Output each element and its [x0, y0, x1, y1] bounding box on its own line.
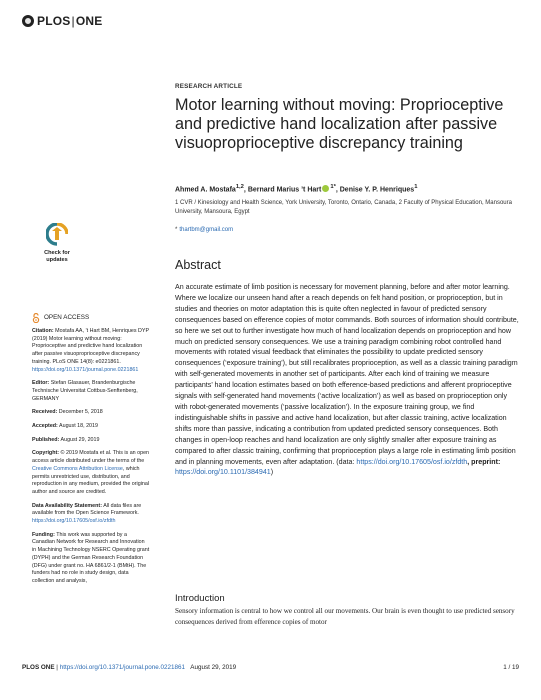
editor: Editor: Stefan Glasauer, Brandenburgische Technische Universitat Cottbus-Senftenberg, GERMANY [32, 380, 138, 402]
abstract-heading: Abstract [175, 258, 221, 272]
author-affil: 1 [414, 184, 418, 190]
published-date: Published: August 29, 2019 [32, 436, 100, 443]
accepted-date: Accepted: August 18, 2019 [32, 423, 98, 430]
footer-journal: PLOS ONE [22, 664, 55, 671]
received-date: Received: December 5, 2018 [32, 409, 103, 416]
citation-doi-link[interactable]: https://doi.org/10.1371/journal.pone.0221861 [32, 366, 139, 373]
author-affil: 1* [330, 184, 336, 190]
article-type: RESEARCH ARTICLE [175, 83, 243, 90]
check-for-updates-icon [46, 223, 68, 247]
article-title: Motor learning without moving: Proprioceptive and predictive hand localization after passive visuoproprioceptive discrepancy training [175, 96, 504, 152]
preprint-link[interactable]: https://doi.org/10.1101/384941 [175, 468, 271, 477]
open-access-label: OPEN ACCESS [44, 314, 90, 322]
updates-label: updates [46, 256, 68, 263]
plos-one-logo: PLOS|ONE [22, 14, 102, 28]
corresponding-email: * thartbm@gmail.com [175, 227, 234, 233]
page-number: 1 / 19 [503, 664, 519, 671]
check-for-label: Check for [44, 250, 70, 256]
check-for-updates-badge[interactable] [38, 223, 76, 273]
affiliations: 1 CVR / Kinesiology and Health Science, York University, Toronto, Ontario, Canada, 2 Faculty of Physical Education, Mansoura University, Mansoura, Egypt [175, 200, 512, 215]
copyright: Copyright: © 2019 Mostafa et al. This is an open access article distributed under the terms of the Creative Commons Attribution License, which permits unrestricted use, distribution, and reproduction in any medium, provided the original author and source are credited. [32, 450, 150, 495]
data-availability: Data Availability Statement: All data files are available from the Open Science Framework. https://doi.org/10.17605/osf.io/zfdth [32, 502, 142, 525]
author-name[interactable]: Ahmed A. Mostafa [175, 186, 236, 194]
introduction-text: Sensory information is central to how we control all our movements. Our brain is even thought to use predicted sensory consequences derived from efference copies of motor [175, 607, 515, 626]
preprint-label: , preprint: [467, 457, 501, 466]
abstract-text: An accurate estimate of limb position is necessary for movement planning, before and after motor learning. Where we localize our unseen hand after a reach depends on felt hand position, or proprioception, but in studies and theories on motor adaptation this is quite often neglected in favour of predicted sensory consequences based on efference copies of motor commands. Both sources of information should contribute, so here we set out to further investigate how much of hand localization depends on proprioception and how much on predicted sensory consequences. We use a training paradigm combining robot controlled hand movements with rotated visual feedback that eliminates the possibility to update predicted sensory consequences (‘exposure training’), but still recalibrates proprioception, as well as a classic training paradigm with self-generated movements in another set of participants. After each kind of training we measure participants’ hand location estimates based on both efference-based predictions and afferent proprioceptive signals with self-generated hand movements (‘active localization’) as well as based on proprioception only with robot-generated movements (‘passive localization’). In the exposure training group, we find indistinguishable shifts in passive and active hand localization, but after classic training, active localization shifts more than passive, indicating a contribution from updated predicted sensory consequences. Both changes in open-loop reaches and hand localization are only slightly smaller after exposure training as compared to after classic training, confirming that proprioception plays a large role in estimating limb position and in planning movements, even after adaptation. (data: [175, 283, 519, 466]
author-name[interactable]: Denise Y. P. Henriques [339, 186, 415, 194]
plos-logo-icon [22, 15, 34, 27]
osf-data-link[interactable]: https://doi.org/10.17605/osf.io/zfdth [32, 518, 116, 525]
open-access-badge [32, 313, 150, 323]
article-info-sidebar [32, 313, 150, 592]
page-footer: PLOS ONE | https://doi.org/10.1371/journal.pone.0221861 August 29, 2019 1 / 19 [22, 664, 519, 671]
author-name[interactable]: Bernard Marius ’t Hart [247, 186, 322, 194]
logo-plos-text: PLOS [37, 14, 71, 28]
open-lock-icon [32, 313, 40, 323]
funding: Funding: This work was supported by a Canadian Network for Research and Innovation in Machining Technology NSERC Operating grant (DYPH) and the German Research Foundation (DFG) under grant no. HA 6861/2-1 (BMtH). The funders had no role in study design, data collection and analysis, [32, 531, 150, 584]
email-link[interactable]: thartbm@gmail.com [179, 227, 234, 233]
citation: Citation: Mostafa AA, ’t Hart BM, Henriques DYP (2019) Motor learning without moving: Proprioceptive and predictive hand localization after passive visuoproprioceptive discrepancy training. PLoS ONE 14(8): e0221861. https://doi.org/10.1371/journal.pone.0221861 [32, 328, 149, 373]
footer-doi-link[interactable]: https://doi.org/10.1371/journal.pone.0221861 [59, 664, 186, 671]
cc-license-link[interactable]: Creative Commons Attribution License [32, 465, 123, 472]
footer-date: August 29, 2019 [190, 664, 237, 671]
introduction-heading: Introduction [175, 593, 225, 604]
logo-one-text: ONE [75, 14, 103, 28]
data-link[interactable]: https://doi.org/10.17605/osf.io/zfdth [356, 457, 468, 466]
author-list: Ahmed A. Mostafa$^{1,2}$, Bernard Marius ’t Hart $^{1*}$, Denise Y. P. Henriques$^1$ [175, 184, 418, 194]
abstract-body [175, 282, 521, 478]
orcid-icon[interactable] [322, 185, 329, 192]
author-affil: 1,2 [235, 184, 244, 190]
abstract-end: ) [270, 468, 274, 477]
